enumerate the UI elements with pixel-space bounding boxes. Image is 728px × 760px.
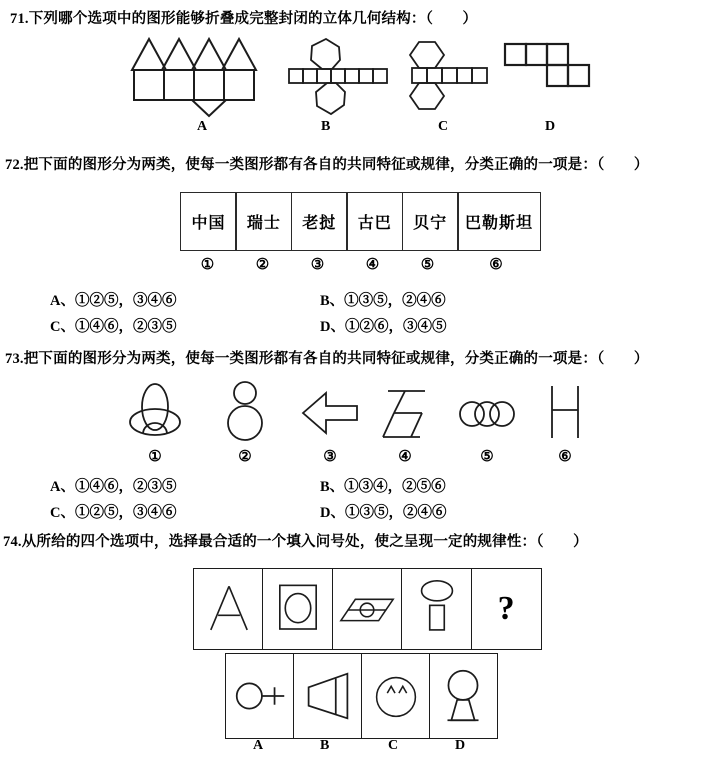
q74-options-row xyxy=(225,653,498,739)
q72-country-table xyxy=(180,192,541,251)
question-72-prompt: 72.把下面的图形分为两类，使每一类图形都有各自的共同特征或规律，分类正确的一项是：（ ） xyxy=(5,157,649,173)
question-71-prompt: 71.下列哪个选项中的图形能够折叠成完整封闭的立体几何结构：（ ） xyxy=(10,11,478,27)
q73-option-c: C、①②⑤，③④⑥ xyxy=(50,505,177,521)
q74-sequence-cell-question xyxy=(471,568,542,650)
q72-cell-1: 中国 xyxy=(180,192,237,251)
q73-figure-6 xyxy=(525,374,605,466)
left-arrow-icon xyxy=(299,390,361,436)
q73-number-4: ④ xyxy=(398,449,412,465)
q71-net-d xyxy=(503,42,593,90)
q74-label-d: D xyxy=(455,738,466,753)
circle-pedestal-icon xyxy=(431,661,495,731)
q72-option-c: C、①④⑥，②③⑤ xyxy=(50,319,177,335)
q72-option-a: A、①②⑤，③④⑥ xyxy=(50,293,177,309)
q71-net-c xyxy=(398,40,498,112)
q73-figure-3 xyxy=(290,374,370,466)
q71-label-c: C xyxy=(438,119,449,134)
q72-option-b: B、①③⑤，②④⑥ xyxy=(320,293,446,309)
q73-number-6: ⑥ xyxy=(558,449,572,465)
q72-cell-2: 瑞士 xyxy=(235,192,292,251)
q71-net-a xyxy=(126,36,276,118)
snowman-circles-icon xyxy=(221,380,269,442)
q71-net-b xyxy=(286,38,401,118)
q74-sequence-cell-1 xyxy=(193,568,264,650)
cube-net-icon xyxy=(503,42,593,90)
q72-number-3: ③ xyxy=(310,257,325,273)
q74-sequence-cell-3 xyxy=(332,568,403,650)
q73-number-1: ① xyxy=(148,449,162,465)
q74-label-b: B xyxy=(320,738,330,753)
q74-sequence-row xyxy=(193,568,542,650)
q72-number-row xyxy=(180,255,537,274)
q73-option-d: D、①③⑤，②④⑥ xyxy=(320,505,447,521)
q74-sequence-cell-4 xyxy=(401,568,472,650)
q73-option-a: A、①④⑥，②③⑤ xyxy=(50,479,177,495)
q74-sequence-cell-2 xyxy=(262,568,333,650)
q72-cell-5: 贝宁 xyxy=(402,192,459,251)
q72-number-4: ④ xyxy=(365,257,380,273)
letter-a-icon xyxy=(199,579,259,639)
prism-net-a-icon xyxy=(126,36,276,118)
hexagonal-prism-net-icon xyxy=(398,40,498,112)
q71-label-d: D xyxy=(545,119,556,134)
parallelogram-circle-icon xyxy=(335,576,399,642)
q74-option-b-cell xyxy=(293,653,363,739)
q72-number-5: ⑤ xyxy=(420,257,435,273)
letter-h-icon xyxy=(543,384,587,440)
q74-option-c-cell xyxy=(361,653,431,739)
q72-option-d: D、①②⑥，③④⑤ xyxy=(320,319,447,335)
q72-number-6: ⑥ xyxy=(489,257,503,273)
q71-label-a: A xyxy=(197,119,208,134)
q74-label-a: A xyxy=(253,738,264,753)
q73-figure-4 xyxy=(365,374,445,466)
ellipse-rectangle-icon xyxy=(407,575,467,643)
q71-label-b: B xyxy=(321,119,331,134)
heptagonal-prism-net-icon xyxy=(286,38,401,118)
trapezoid-horn-icon xyxy=(296,661,360,731)
q73-option-b: B、①③④，②⑤⑥ xyxy=(320,479,446,495)
question-mark: ? xyxy=(497,590,515,627)
question-73-prompt: 73.把下面的图形分为两类，使每一类图形都有各自的共同特征或规律，分类正确的一项是：（ ） xyxy=(5,351,649,367)
q72-cell-3: 老挝 xyxy=(291,192,348,251)
q73-number-2: ② xyxy=(238,449,252,465)
q73-figure-5 xyxy=(447,374,527,466)
q73-number-3: ③ xyxy=(323,449,337,465)
square-circle-icon xyxy=(268,576,328,642)
q74-option-d-cell xyxy=(429,653,499,739)
q72-cell-6: 巴勒斯坦 xyxy=(457,192,541,251)
circle-plus-icon xyxy=(228,661,292,731)
q74-label-c: C xyxy=(388,738,399,753)
q74-option-a-cell xyxy=(225,653,295,739)
q73-figure-1 xyxy=(115,374,195,466)
zigzag-lines-icon xyxy=(380,386,430,440)
q72-number-2: ② xyxy=(255,257,270,273)
q72-cell-4: 古巴 xyxy=(346,192,403,251)
three-circles-icon xyxy=(458,399,516,429)
question-74-prompt: 74.从所给的四个选项中，选择最合适的一个填入问号处，使之呈现一定的规律性：（ ） xyxy=(3,534,588,550)
overlapping-ellipses-icon xyxy=(127,380,183,442)
q73-number-5: ⑤ xyxy=(480,449,494,465)
smiley-circle-icon xyxy=(364,661,428,731)
q72-number-1: ① xyxy=(200,257,215,273)
q73-figure-2 xyxy=(205,374,285,466)
